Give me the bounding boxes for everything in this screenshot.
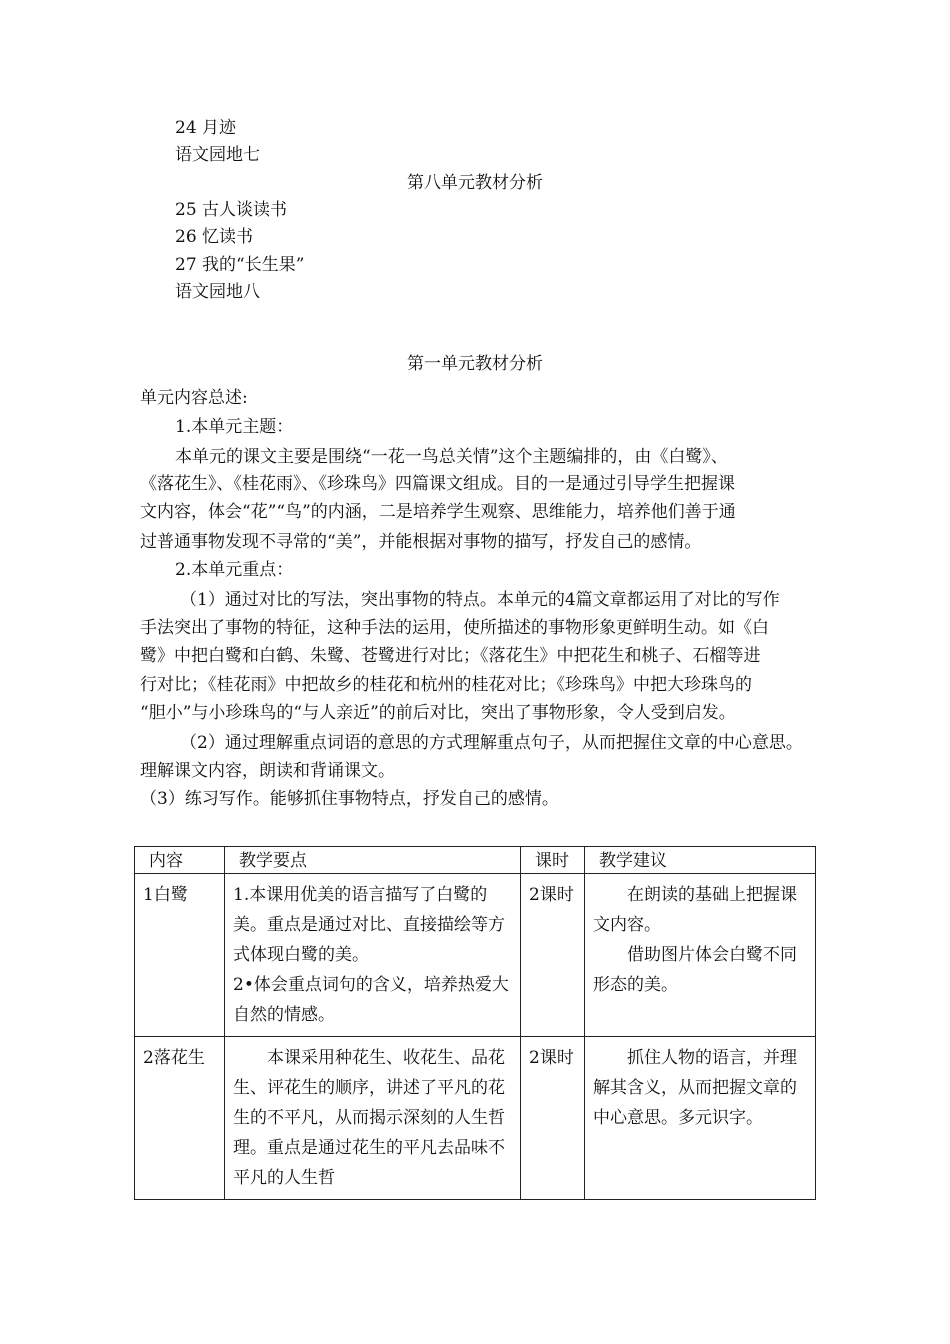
toc-line: 24 月迹 <box>175 118 237 138</box>
theme-paragraph-line: 文内容，体会“花”“鸟”的内涵，二是培养学生观察、思维能力，培养他们善于通 <box>140 502 736 522</box>
focus1-line: （1）通过对比的写法，突出事物的特点。本单元的4篇文章都运用了对比的写作 <box>180 590 780 610</box>
row-hours: 2课时 <box>521 1037 585 1200</box>
header-content: 内容 <box>135 847 225 874</box>
point-item: 本课采用种花生、收花生、品花生、评花生的顺序，讲述了平凡的花生的不平凡，从而揭示深刻的人生哲理。重点是通过花生的平凡去品味不平凡的人生哲 <box>233 1048 505 1188</box>
focus3-line: （3）练习写作。能够抓住事物特点，抒发自己的感情。 <box>140 789 559 809</box>
row-advice <box>585 874 816 1037</box>
advice-item: 抓住人物的语言，并理解其含义，从而把握文章的中心意思。多元识字。 <box>593 1048 797 1128</box>
focus1-line: 手法突出了事物的特征，这种手法的运用，使所描述的事物形象更鲜明生动。如《白 <box>140 618 769 638</box>
theme-paragraph-line: 《落花生》、《桂花雨》、《珍珠鸟》四篇课文组成。目的一是通过引导学生把握课 <box>140 474 735 494</box>
advice-item: 在朗读的基础上把握课文内容。 <box>593 885 797 935</box>
theme-paragraph-line: 本单元的课文主要是围绕“一花一鸟总关情”这个主题编排的，由《白鹭》、 <box>175 447 728 467</box>
focus2-line: 理解课文内容，朗读和背诵课文。 <box>140 761 395 781</box>
table-row <box>135 1037 816 1200</box>
row-hours: 2课时 <box>521 874 585 1037</box>
header-advice: 教学建议 <box>585 847 816 874</box>
unit1-title: 第一单元教材分析 <box>407 354 543 374</box>
overview-label: 单元内容总述: <box>140 388 248 408</box>
table-row <box>135 874 816 1037</box>
focus2-line: （2）通过理解重点词语的意思的方式理解重点句子，从而把握住文章的中心意思。 <box>180 733 803 753</box>
table-header-row <box>135 847 816 874</box>
unit8-title: 第八单元教材分析 <box>407 173 543 193</box>
toc-line: 语文园地八 <box>175 282 260 302</box>
focus1-line: 鹭》中把白鹭和白鹤、朱鹭、苍鹭进行对比；《落花生》中把花生和桃子、石榴等进 <box>140 646 761 666</box>
focus1-line: 行对比；《桂花雨》中把故乡的桂花和杭州的桂花对比；《珍珠鸟》中把大珍珠鸟的 <box>140 675 752 695</box>
toc-line: 26 忆读书 <box>175 227 254 247</box>
theme-paragraph-line: 过普通事物发现不寻常的“美”，并能根据对事物的描写，抒发自己的感情。 <box>140 532 702 552</box>
point-item: 1.本课用优美的语言描写了白鹭的美。重点是通过对比、直接描绘等方式体现白鹭的美。 <box>233 885 505 965</box>
row-points <box>225 874 521 1037</box>
toc-line: 25 古人谈读书 <box>175 200 288 220</box>
advice-item: 借助图片体会白鹭不同形态的美。 <box>593 945 797 995</box>
row-content: 1白鹭 <box>135 874 225 1037</box>
toc-line: 27 我的“长生果” <box>175 255 305 275</box>
row-advice <box>585 1037 816 1200</box>
focus1-line: “胆小”与小珍珠鸟的“与人亲近”的前后对比，突出了事物形象，令人受到启发。 <box>140 703 736 723</box>
teaching-plan-table <box>134 846 816 1200</box>
row-content: 2落花生 <box>135 1037 225 1200</box>
point-item: 2•体会重点词句的含义，培养热爱大自然的情感。 <box>233 975 509 1025</box>
row-points <box>225 1037 521 1200</box>
header-points: 教学要点 <box>225 847 521 874</box>
focus-heading: 2.本单元重点： <box>175 560 294 580</box>
header-hours: 课时 <box>521 847 585 874</box>
toc-line: 语文园地七 <box>175 145 260 165</box>
theme-heading: 1.本单元主题： <box>175 417 294 437</box>
